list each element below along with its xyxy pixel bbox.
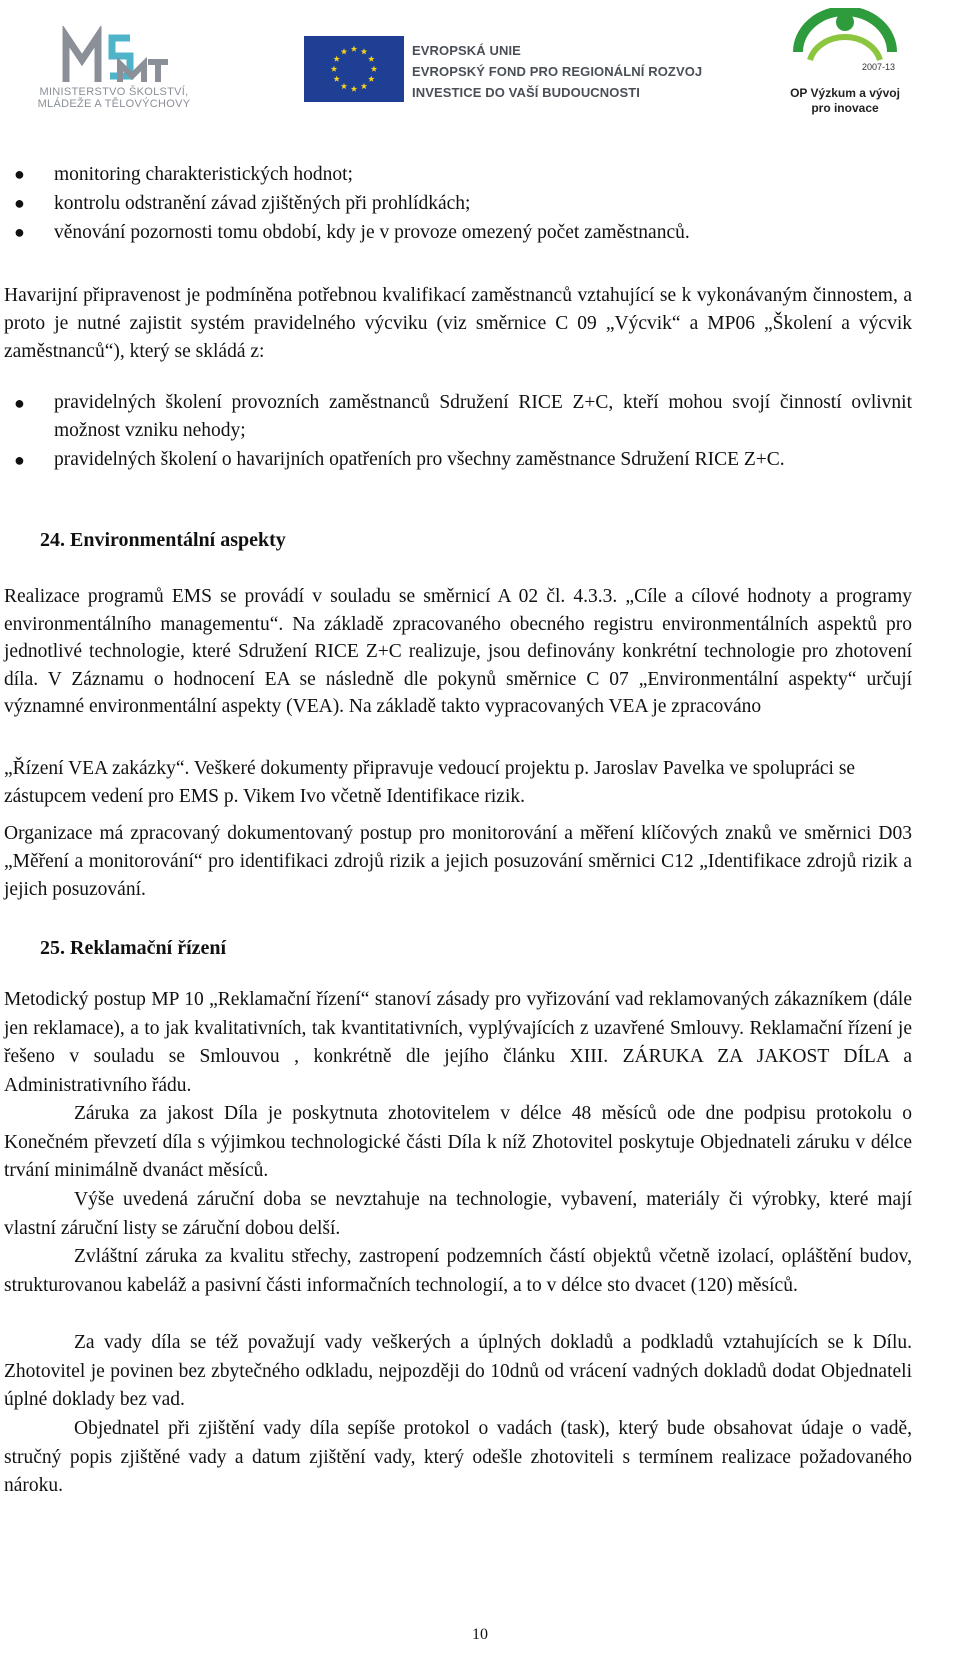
paragraph-monitoring: Organizace má zpracovaný dokumentovaný postup pro monitorování a měření klíčových znaků ve směrnici D03 „Měření a monitorování“ pro identifikaci zdrojů rizik a jejich posuzování směrnici C12 „Identifikace zdrojů rizik a jejich posuzování. bbox=[4, 823, 912, 900]
bullet-icon: ● bbox=[14, 393, 25, 413]
bullet-text: monitoring charakteristických hodnot; bbox=[54, 164, 353, 185]
paragraph-ems-continued: „Řízení VEA zakázky“. Veškeré dokumenty připravuje vedoucí projektu p. Jaroslav Pavelka ve spolupráci se zástupcem vedení pro EMS p. Vikem Ivo včetně Identifikace rizik. bbox=[4, 758, 856, 807]
eu-logo bbox=[304, 32, 724, 108]
eu-text-line2: EVROPSKÝ FOND PRO REGIONÁLNÍ ROZVOJ bbox=[412, 64, 703, 79]
op-logo-text bbox=[770, 86, 920, 116]
paragraph-special-warranty: Zvláštní záruka za kvalitu střechy, zastropení podzemních částí objektů včetně izolací, opláštění budov, strukturovanou kabeláž a pasivní části informačních technologií, a to v délce sto dvacet (120) měsíců. bbox=[4, 1246, 912, 1296]
bullet-text: věnování pozornosti tomu období, kdy je v provoze omezený počet zaměstnanců. bbox=[54, 222, 690, 243]
paragraph-complaints: Metodický postup MP 10 „Reklamační řízení“ stanoví zásady pro vyřizování vad reklamovaných zákazníkem (dále jen reklamace), a to jak kvalitativních, tak kvantitativních, vyplývajících z uzavřené Smlouvy. Reklamační řízení je řešeno v souladu se Smlouvou , konkrétně dle jejího článku XIII. ZÁRUKA ZA JAKOST DÍLA a Administrativního řádu. bbox=[4, 989, 912, 1096]
op-logo-mark bbox=[770, 8, 920, 88]
bullet-text: pravidelných školení o havarijních opatřeních pro všechny zaměstnance Sdružení RICE Z+C. bbox=[54, 449, 785, 470]
msmt-logo-mark bbox=[60, 26, 170, 86]
eu-flag-icon bbox=[304, 36, 404, 102]
bullet-text: pravidelných školení provozních zaměstnanců Sdružení RICE Z+C, kteří mohou svojí činností ovlivnit možnost vzniku nehody; bbox=[54, 392, 912, 441]
paragraph-defect-protocol: Objednatel při zjištění vady díla sepíše protokol o vadách (task), který bude obsahovat údaje o vadě, stručný popis zjištěné vady a datum zjištění vady, který odešle zhotoviteli s termínem realizace požadovaného nároku. bbox=[4, 1418, 912, 1496]
paragraph-warranty: Záruka za jakost Díla je poskytnuta zhotovitelem v délce 48 měsíců ode dne podpisu protokolu o Konečném převzetí díla s výjimkou technologické části Díla k níž Zhotovitel poskytuje Objednateli záruku v délce trvání minimálně dvanáct měsíců. bbox=[4, 1103, 912, 1181]
paragraph-training: Havarijní připravenost je podmíněna potřebnou kvalifikací zaměstnanců vztahující se k vykonávaným činnostem, a proto je nutné zajistit systém pravidelného výcviku (viz směrnice C 09 „Výcvik“ a MP06 „Školení a výcvik zaměstnanců“), který se skládá z: bbox=[4, 285, 912, 362]
op-vavpi-logo bbox=[770, 8, 930, 124]
op-logo-years: 2007-13 bbox=[862, 62, 896, 72]
msmt-logo bbox=[14, 18, 214, 118]
bullet-icon: ● bbox=[14, 193, 25, 213]
eu-text-line3: INVESTICE DO VAŠÍ BUDOUCNOSTI bbox=[412, 85, 641, 100]
msmt-text-line1: MINISTERSTVO ŠKOLSTVÍ, bbox=[39, 86, 189, 98]
msmt-logo-text bbox=[14, 86, 214, 110]
bullet-icon: ● bbox=[14, 222, 25, 242]
bullet-icon: ● bbox=[14, 164, 25, 184]
section-heading-25: 25. Reklamační řízení bbox=[40, 937, 227, 959]
op-text-line1: OP Výzkum a vývoj bbox=[790, 86, 900, 100]
op-text-line2: pro inovace bbox=[811, 101, 879, 115]
paragraph-ems: Realizace programů EMS se provádí v souladu se směrnicí A 02 čl. 4.3.3. „Cíle a cílové hodnoty a programy environmentálního managementu“. Na základě zpracovaného obecného registru environmentálních aspektů pro jednotlivé technologie, které Sdružení RICE Z+C realizuje, jsou definovány konkrétní technologie pro zhotovení díla. V Záznamu o hodnocení EA se následně dle pokynů směrnice C 07 „Environmentální aspekty“ určují významné environmentální aspekty (VEA). Na základě takto vypracovaných VEA je zpracováno bbox=[4, 586, 912, 717]
msmt-text-line2: MLÁDEŽE A TĚLOVÝCHOVY bbox=[37, 98, 191, 110]
paragraph-document-defects: Za vady díla se též považují vady veškerých a úplných dokladů a podkladů vztahujících se k Dílu. Zhotovitel je povinen bez zbytečného odkladu, nejpozději do 10dnů od vrácení vadných dokladů dodat Objednateli úplné doklady bez vad. bbox=[4, 1332, 912, 1410]
section-heading-24: 24. Environmentální aspekty bbox=[40, 529, 286, 551]
paragraph-warranty-exception: Výše uvedená záruční doba se nevztahuje na technologie, vybavení, materiály či výrobky, které mají vlastní záruční listy se záruční dobou delší. bbox=[4, 1189, 912, 1239]
bullet-text: kontrolu odstranění závad zjištěných při prohlídkách; bbox=[54, 193, 471, 214]
eu-text-line1: EVROPSKÁ UNIE bbox=[412, 43, 521, 58]
eu-logo-text bbox=[412, 40, 702, 103]
page-number: 10 bbox=[472, 1626, 488, 1643]
bullet-icon: ● bbox=[14, 450, 25, 470]
